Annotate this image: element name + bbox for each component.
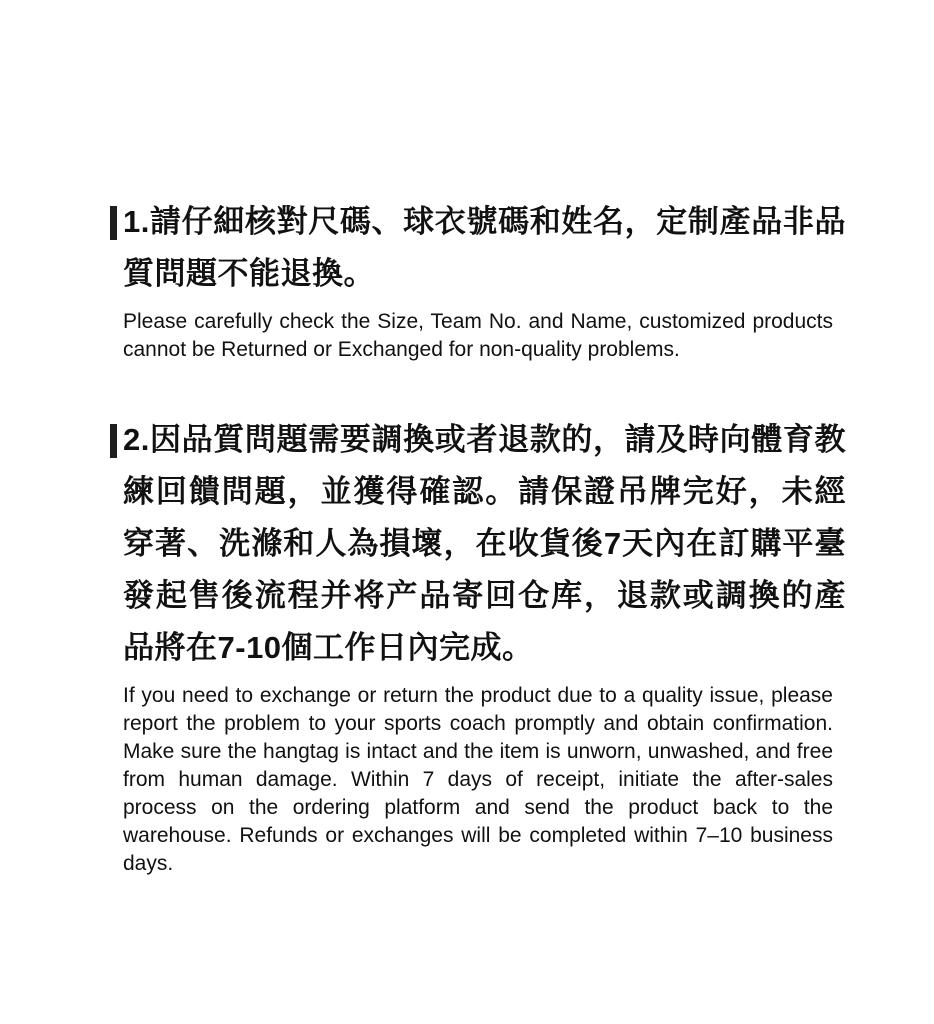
policy-notice-content	[110, 196, 846, 878]
policy-2-heading-text-zh: 2.因品質問題需要調換或者退款的，請及時向體育教練回饋問題，並獲得確認。請保證吊牌完好，未經穿著、洗滌和人為損壞，在收貨後7天內在訂購平臺發起售後流程并将产品寄回仓库，退款或調換的產品將在7-10個工作日內完成。	[123, 422, 846, 665]
policy-section-2	[110, 414, 846, 878]
policy-1-body-en: Please carefully check the Size, Team No. and Name, customized products cannot be Returned or Exchanged for non-quality problems.	[123, 310, 833, 361]
policy-section-1	[110, 196, 846, 364]
policy-2-body-en: If you need to exchange or return the product due to a quality issue, please report the problem to your sports coach promptly and obtain confirmation. Make sure the hangtag is intact and the item is unworn, unwashed, and free from human damage. Within 7 days of receipt, initiate the after-sales process on the ordering platform and send the product back to the warehouse. Refunds or exchanges will be completed within 7–10 business days.	[123, 684, 833, 875]
policy-1-heading	[110, 196, 846, 300]
heading-accent-bar	[110, 424, 117, 458]
heading-accent-bar	[110, 206, 117, 240]
policy-1-heading-text-zh: 1.請仔細核對尺碼、球衣號碼和姓名，定制產品非品質問題不能退換。	[123, 204, 846, 291]
policy-2-heading	[110, 414, 846, 674]
